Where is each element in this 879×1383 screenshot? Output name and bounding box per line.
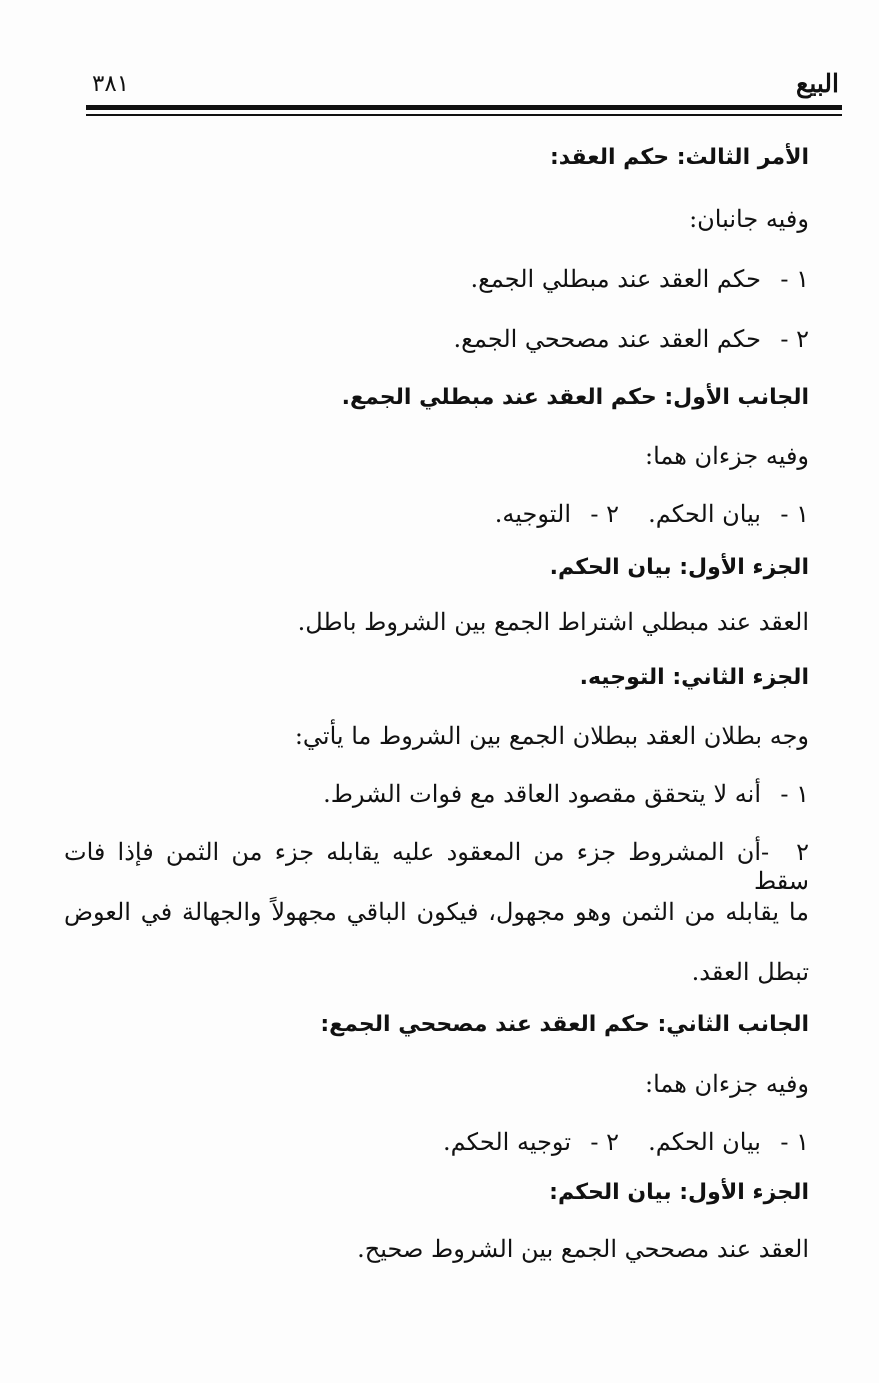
list-item	[64, 838, 809, 896]
list-item	[495, 500, 619, 529]
list-number: ١ -	[780, 780, 809, 808]
section-heading: الأمر الثالث: حكم العقد:	[549, 145, 809, 170]
page-number: ٣٨١	[92, 71, 130, 97]
list-item	[64, 265, 809, 294]
list-text: توجيه الحكم.	[443, 1128, 571, 1156]
part-heading: الجزء الأول: بيان الحكم.	[549, 555, 809, 580]
list-number: ٢ -	[761, 838, 809, 866]
paragraph: وفيه جزءان هما:	[644, 442, 809, 470]
list-item	[443, 1128, 619, 1157]
header-rule-thick	[86, 105, 842, 110]
page-header	[92, 62, 839, 96]
list-text: التوجيه.	[494, 500, 571, 528]
list-number: ٢ -	[780, 325, 809, 353]
paragraph: العقد عند مصححي الجمع بين الشروط صحيح.	[357, 1235, 809, 1263]
running-title: البيع	[796, 69, 839, 98]
list-text: أن المشروط جزء من المعقود عليه يقابله جزء من الثمن فإذا فات سقط	[64, 838, 809, 895]
list-number: ٢ -	[590, 500, 619, 528]
paragraph: وفيه جانبان:	[689, 205, 809, 233]
paragraph: وجه بطلان العقد ببطلان الجمع بين الشروط ما يأتي:	[294, 722, 809, 750]
paragraph-line: ما يقابله من الثمن وهو مجهول، فيكون الباقي مجهولاً والجهالة في العوض	[64, 898, 810, 926]
list-text: أنه لا يتحقق مقصود العاقد مع فوات الشرط.	[323, 780, 761, 808]
list-number: ١ -	[780, 1128, 809, 1156]
list-item	[64, 325, 809, 354]
subsection-heading: الجانب الثاني: حكم العقد عند مصححي الجمع:	[320, 1012, 809, 1037]
list-item	[619, 500, 809, 529]
list-text: حكم العقد عند مصححي الجمع.	[453, 325, 761, 353]
list-item	[64, 780, 809, 809]
paragraph: وفيه جزءان هما:	[644, 1070, 809, 1098]
list-item-pair	[64, 500, 809, 529]
list-item	[619, 1128, 809, 1157]
part-heading: الجزء الثاني: التوجيه.	[579, 665, 809, 690]
list-text: بيان الحكم.	[648, 1128, 761, 1156]
list-text: بيان الحكم.	[648, 500, 761, 528]
list-text: حكم العقد عند مبطلي الجمع.	[470, 265, 761, 293]
subsection-heading: الجانب الأول: حكم العقد عند مبطلي الجمع.	[341, 385, 809, 410]
list-number: ٢ -	[590, 1128, 619, 1156]
list-number: ١ -	[780, 265, 809, 293]
list-item-pair	[64, 1128, 809, 1157]
list-number: ١ -	[780, 500, 809, 528]
paragraph: العقد عند مبطلي اشتراط الجمع بين الشروط باطل.	[297, 608, 809, 636]
part-heading: الجزء الأول: بيان الحكم:	[549, 1180, 809, 1205]
header-rule-thin	[86, 114, 842, 116]
paragraph-line: تبطل العقد.	[691, 958, 809, 986]
